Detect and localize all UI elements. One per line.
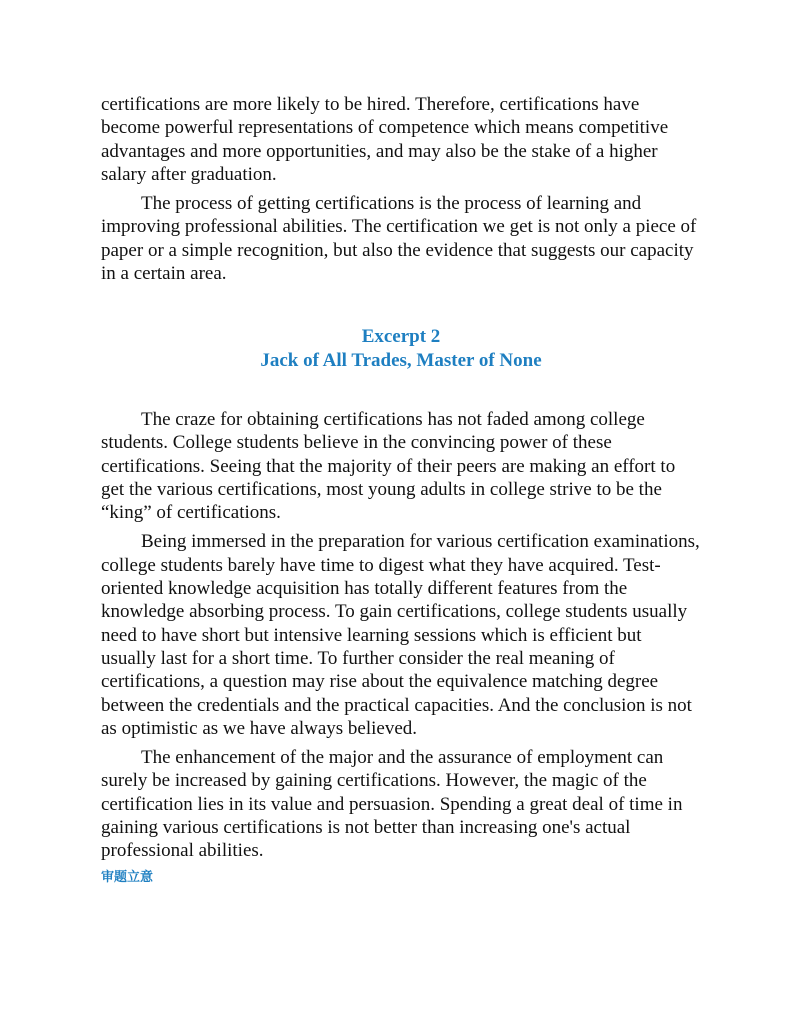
excerpt-heading — [101, 325, 701, 372]
excerpt-number: Excerpt 2 — [361, 326, 441, 348]
paragraph-continuation: certifications are more likely to be hired. Therefore, certifications have become powerful representations of competence which means competitive advantages and more opportunities, and may also be the stake of a higher salary after graduation. — [101, 94, 669, 185]
excerpt-paragraph-2: Being immersed in the preparation for various certification examinations, college students barely have time to digest what they have acquired. Test-oriented knowledge acquisition has totally different features from the knowledge absorbing process. To gain certifications, college students usually need to have short but intensive learning sessions which is efficient but usually last for a short time. To further consider the real meaning of certifications, a question may rise about the equivalence matching degree between the credentials and the practical capacities. And the conclusion is not as optimistic as we have always believed. — [101, 531, 700, 739]
excerpt-paragraph-3: The enhancement of the major and the assurance of employment can surely be increased by gaining certifications. However, the magic of the certification lies in its value and persuasion. Spending a great deal of time in gaining various certifications is not better than increasing one's actual professional abilities. — [101, 747, 683, 862]
document-body — [101, 93, 701, 869]
paragraph-certification-process: The process of getting certifications is the process of learning and improving professional abilities. The certification we get is not only a piece of paper or a simple recognition, but also the evidence that suggests our capacity in a certain area. — [101, 193, 697, 285]
excerpt-paragraph-1: The craze for obtaining certifications has not faded among college students. College students believe in the convincing power of these certifications. Seeing that the majority of their peers are making an effort to get the various certifications, most young adults in college strive to be the “king” of certifications. — [101, 408, 676, 524]
section-label: 审题立意 — [101, 870, 154, 885]
excerpt-title: Jack of All Trades, Master of None — [260, 349, 542, 371]
